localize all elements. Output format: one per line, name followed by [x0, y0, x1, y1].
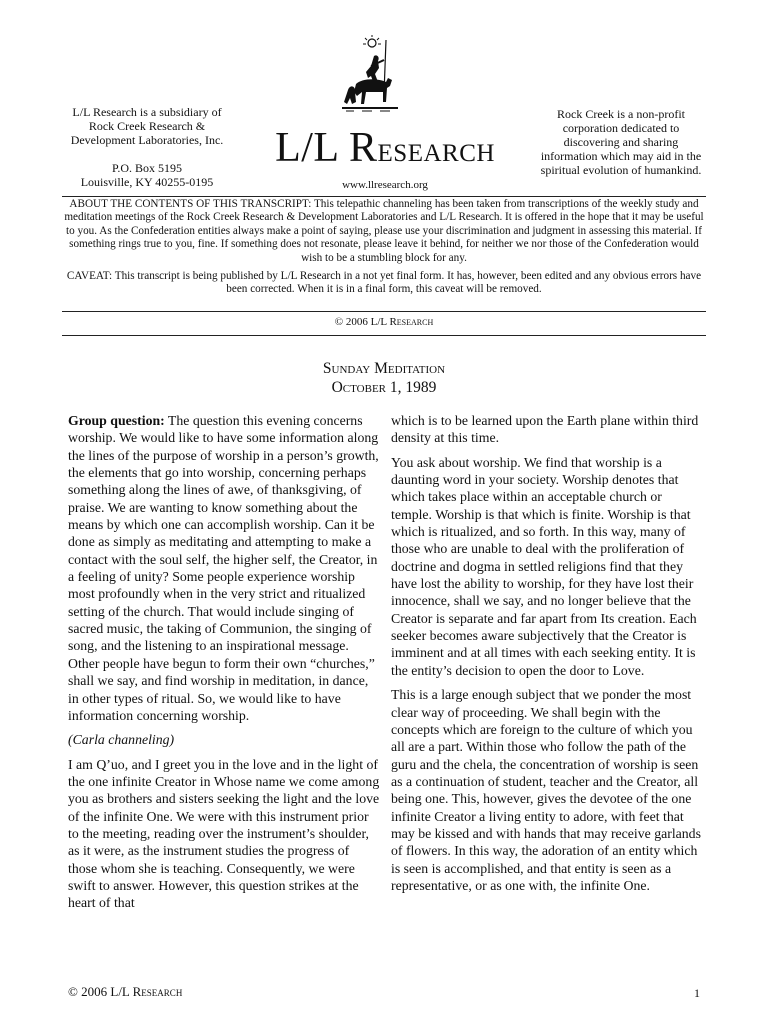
subsidiary-text: L/L Research is a subsidiary of Rock Creek Research & Development Laboratories, Inc.: [70, 105, 224, 147]
footer-copyright: © 2006 L/L Research: [68, 984, 183, 999]
po-box: P.O. Box 5195: [111, 161, 182, 175]
group-question-text: The question this evening concerns worship. We would like to have some information along the lines of the purpose of worship in a person’s growth, the elements that go into worship, concerning perhaps something along the lines of awe, of thanksgiving, of praise. We are wanting to know something about the means by which one can accomplish worship. Can it be done as simply as meditating and attempting to make a contact with the soul self, the higher self, the Creator, in a feeling of unity? Some people experience worship most profoundly when in the very strict and ritualized setting of the church. That would include singing of sacred music, the taking of Communion, the singing of song, and the listening to an inspirational message. Other people have begun to form their own “churches,” shall we say, and find worship in meditation, in dance, in other types of ritual. So, we would like to have information concerning worship.: [68, 413, 379, 723]
paragraph-3: This is a large enough subject that we ponder the most clear way of proceeding. We shall begin with the concepts which are foreign to the culture of which you all are a part. Within those who follow the path of the guru and the chela, the concentration of worship is seen as a continuation of student, teacher and the Creator, all being one. This, however, gives the devotee of the one infinite Creator a living entity to adore, with feet that may be kissed and with hands that may receive garlands of flowers. In this way, the adoration of an entity which is seen is accomplished, and that entity is seen as a representative, or as one with, the infinite One.: [391, 687, 701, 893]
brand-title: L/L Research: [275, 125, 495, 171]
paragraph-2: You ask about worship. We find that worship is a daunting word in your society. Worship denotes that which takes place within an acceptable church or temple. Worship is that which is finite. Worship is that which is ritualized, and so forth. In this way, many of those who are unable to deal with the proliferation of doctrine and dogma in settled religions find that they have lost the ability to worship, for they have lost their innocence, shall we say, and no longer believe that the Creator is separate and far apart from Its creation. Each seeker becomes aware subjectively that the Creator is imminent and at all times with each seeking entity. It is the entity’s decision to open the door to Love.: [391, 454, 697, 678]
about-contents-text: ABOUT THE CONTENTS OF THIS TRANSCRIPT: This telepathic channeling has been taken from transcriptions of the weekly study and meditation meetings of the Rock Creek Research & Development Laboratories and L/L Research. It is offered in the hope that it may be useful to you. As the Confederation entities always make a point of saying, please use your discrimination and judgment in assessing this material. If something rings true to you, fine. If something does not resonate, please leave it behind, for neither we nor those of the Confederation would wish to be a stumbling block for any.: [64, 198, 704, 264]
notice-divider-bottom: [62, 335, 706, 336]
left-column: [68, 412, 380, 919]
session-date: October 1, 1989: [331, 379, 437, 396]
website-url: www.llresearch.org: [342, 179, 428, 191]
notice-copyright: © 2006 L/L Research: [334, 316, 434, 328]
rock-creek-description: Rock Creek is a non-profit corporation dedicated to discovering and sharing information which may aid in the spiritual evolution of humankind.: [540, 107, 702, 177]
page-number: 1: [694, 986, 700, 1000]
group-question: [68, 412, 380, 724]
city-address: Louisville, KY 40255-0195: [80, 175, 214, 189]
channel-note: (Carla channeling): [68, 732, 175, 748]
session-heading: [184, 359, 584, 397]
paragraph-1: I am Q’uo, and I greet you in the love and in the light of the one infinite Creator in Whose name we come among you as brothers and sisters seeking the light and the love of the infinite One. We were with this instrument prior to the meeting, reading over the instrument’s shoulder, as it were, as the instrument studies the progress of those whom she is teaching. Consequently, we were swift to answer. However, this question strikes at the heart of that: [68, 756, 380, 911]
notice-divider-mid: [62, 311, 706, 312]
right-column: [391, 412, 703, 901]
don-quixote-logo: [338, 34, 408, 114]
header-divider: [62, 196, 706, 197]
paragraph-1-continued: which is to be learned upon the Earth plane within third density at this time.: [391, 413, 699, 446]
caveat-text: CAVEAT: This transcript is being published by L/L Research in a not yet final form. It has, however, been edited and any obvious errors have been corrected. When it is in a final form, this caveat will be removed.: [66, 270, 702, 296]
session-title: Sunday Meditation: [322, 360, 446, 377]
notice-block: [64, 198, 704, 302]
header-left-block: [62, 105, 232, 189]
group-question-label: Group question:: [68, 413, 165, 428]
